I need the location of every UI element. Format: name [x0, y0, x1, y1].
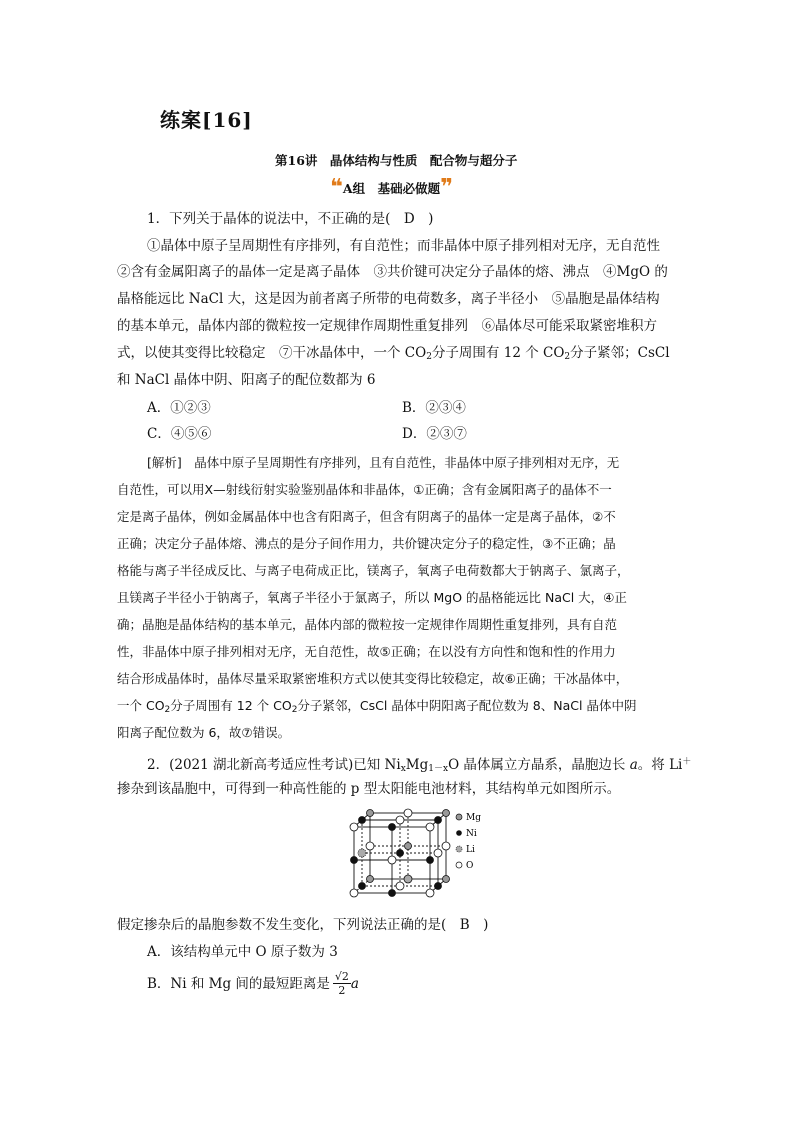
q1-analysis-line: 结合形成晶体时，晶体尽量采取紧密堆积方式以使其变得比较稳定，故⑥正确；干冰晶体中，: [117, 671, 629, 686]
q1-analysis-line: 确；晶胞是晶体结构的基本单元，晶体内部的微粒按一定规律作周期性重复排列，具有自范: [117, 617, 618, 632]
q2-stem: 2．(2021 湖北新高考适应性考试)已知 $Ni_xMg_{1-x}O$ 晶体属立方晶系，晶胞边长 a。将 Li＋: [147, 757, 692, 774]
q1-analysis-line: 且镁离子半径小于钠离子，氧离子半径小于氯离子，所以 MgO 的晶格能远比 NaCl 大，④正: [117, 590, 627, 605]
q2-question: 假定掺杂后的晶胞参数不发生变化，下列说法正确的是( B ): [117, 917, 489, 933]
page-title: 练案[16]: [160, 108, 253, 132]
q1-option-d: D．②③⑦: [402, 426, 467, 442]
q2-option-b: B．Ni 和 Mg 间的最短距离是 $\frac{√2}{2}$ a: [147, 970, 359, 997]
q1-analysis-line: 定是离子晶体，例如金属晶体中也含有阳离子，但含有阴离子的晶体一定是离子晶体，②不: [117, 509, 616, 524]
q1-statement-line: 晶格能远比 NaCl 大，这是因为前者离子所带的电荷数多，离子半径小 ⑤晶胞是晶体结构: [117, 291, 660, 307]
q1-statement-line: 式，以使其变得比较稳定 ⑦干冰晶体中，一个 $CO_2$分子周围有 12 个 $CO_2$分子紧邻；CsCl: [117, 345, 670, 362]
q1-analysis-line: 一个 $CO_2$分子周围有 12 个 $CO_2$分子紧邻，CsCl 晶体中阴阳离子配位数为 8、NaCl 晶体中阴: [117, 698, 637, 715]
q1-stem: 1．下列关于晶体的说法中，不正确的是( D ): [147, 211, 434, 227]
q1-option-a: A．①②③: [147, 400, 211, 416]
q1-analysis-line: 格能与离子半径成反比、与离子电荷成正比，镁离子，氧离子电荷数都大于钠离子、氯离子，: [117, 563, 630, 578]
legend-label: Ni: [466, 829, 477, 839]
q1-statement-line: ②含有金属阳离子的晶体一定是离子晶体 ③共价键可决定分子晶体的熔、沸点 ④MgO 的: [117, 264, 668, 280]
close-quote-icon: ❞: [440, 175, 454, 200]
q2-option-a: A．该结构单元中 O 原子数为 3: [147, 944, 338, 960]
legend-label: Li: [466, 845, 475, 855]
q1-option-c: C．④⑤⑥: [147, 426, 212, 442]
section-header: [330, 175, 454, 200]
q1-statement-line: 和 NaCl 晶体中阴、阳离子的配位数都为 6: [117, 372, 376, 388]
lesson-subtitle: 第16讲 晶体结构与性质 配合物与超分子: [275, 153, 518, 168]
q1-analysis-line: 性，非晶体中原子排列相对无序，无自范性，故⑤正确；在以没有方向性和饱和性的作用力: [117, 644, 616, 659]
q1-analysis-line: 阳离子配位数为 6，故⑦错误。: [117, 725, 291, 740]
q1-analysis-line: 自范性，可以用X—射线衍射实验鉴别晶体和非晶体，①正确；含有金属阳离子的晶体不一: [117, 482, 612, 497]
q1-option-b: B．②③④: [402, 400, 466, 416]
figure-legend: [456, 813, 481, 871]
q1-analysis-line: 正确；决定分子晶体熔、沸点的是分子间作用力，共价键决定分子的稳定性，③不正确；晶: [117, 536, 616, 551]
sqrt2-over-2-fraction: $\frac{√2}{2}$: [334, 970, 349, 997]
legend-label: O: [466, 861, 474, 871]
q1-statement-line: 的基本单元，晶体内部的微粒按一定规律作周期性重复排列 ⑥晶体尽可能采取紧密堆积方: [117, 318, 657, 334]
section-label: A组 基础必做题: [342, 181, 441, 196]
open-quote-icon: ❝: [330, 175, 343, 200]
legend-label: Mg: [466, 813, 481, 823]
crystal-unit-cell-figure: [340, 805, 500, 905]
q2-stem-line2: 掺杂到该晶胞中，可得到一种高性能的 p 型太阳能电池材料，其结构单元如图所示。: [117, 781, 621, 797]
q1-analysis-line: [解析] 晶体中原子呈周期性有序排列，且有自范性，非晶体中原子排列相对无序，无: [147, 455, 620, 470]
q1-statement-line: ①晶体中原子呈周期性有序排列，有自范性；而非晶体中原子排列相对无序，无自范性: [147, 238, 660, 254]
